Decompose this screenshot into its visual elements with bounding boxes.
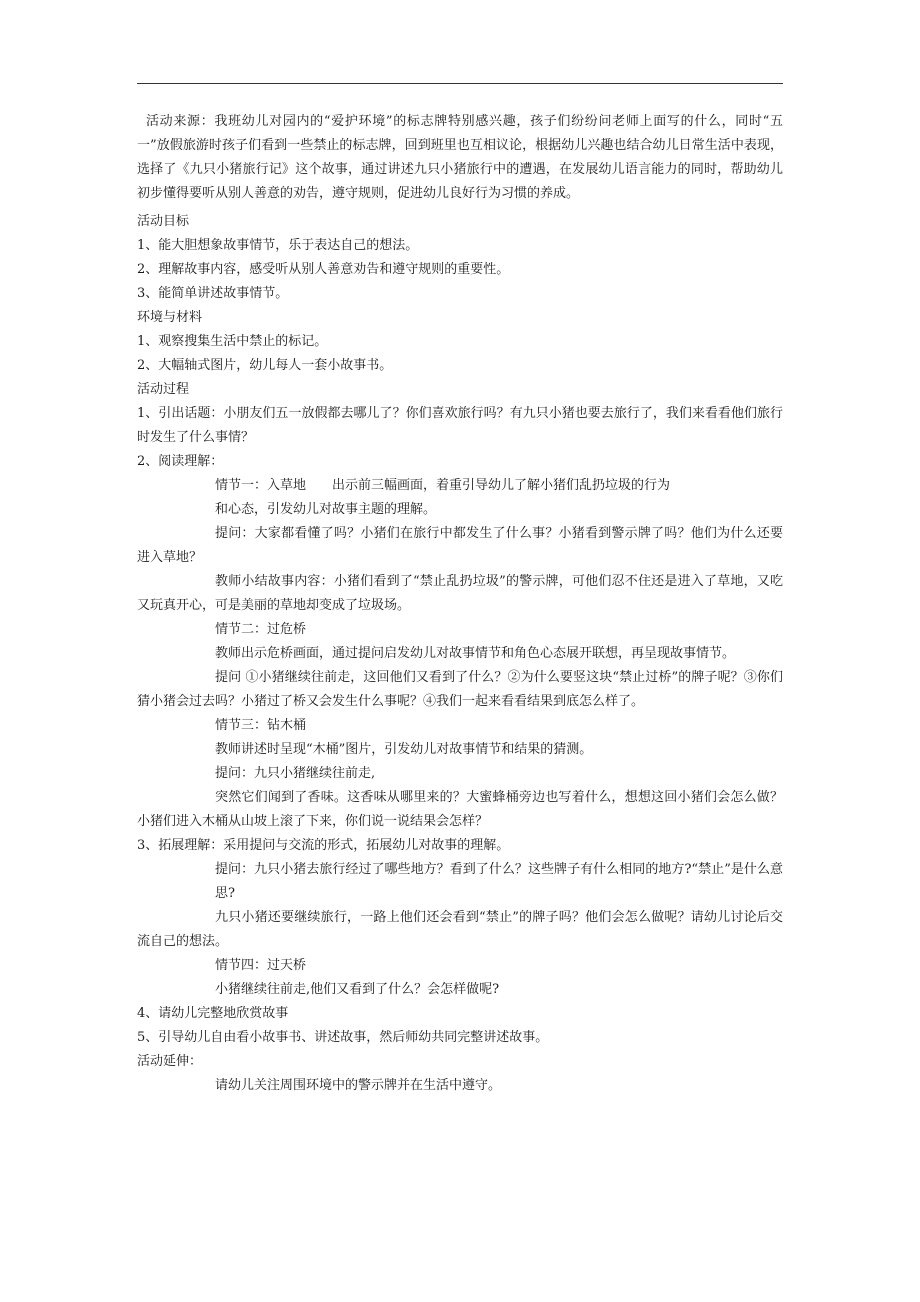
process-heading: 活动过程 [137,382,190,397]
plot-1-title: 情节一：入草地 出示前三幅画面，着重引导幼儿了解小猪们乱扔垃圾的行为 [215,478,671,493]
plot-3-description: 教师讲述时呈现“木桶”图片，引发幼儿对故事情节和结果的猜测。 [215,742,593,757]
plot-3-question: 提问：九只小猪继续往前走, [215,766,376,781]
process-step-3: 3、拓展理解：采用提问与交流的形式，拓展幼儿对故事的理解。 [137,838,510,853]
plot-4-title: 情节四：过天桥 [215,958,307,973]
materials-heading: 环境与材料 [137,310,203,325]
plot-2-title: 情节二：过危桥 [215,622,307,637]
plot-1-summary: 教师小结故事内容：小猪们看到了“禁止乱扔垃圾”的警示牌，可他们忍不住还是进入了草地，又吃又玩真开心，可是美丽的草地却变成了垃圾场。 [137,574,783,613]
goal-item: 2、理解故事内容，感受听从别人善意劝告和遵守规则的重要性。 [137,262,510,277]
goal-item: 1、能大胆想象故事情节，乐于表达自己的想法。 [137,238,419,253]
plot-1-question: 提问：大家都看懂了吗？小猪们在旅行中都发生了什么事？小猪看到警示牌了吗？他们为什么还要进入草地？ [137,526,783,565]
process-step-1: 1、引出话题：小朋友们五一放假都去哪儿了？你们喜欢旅行吗？有九只小猪也要去旅行了，我们来看看他们旅行时发生了什么事情？ [137,406,783,445]
extension-text: 请幼儿关注周围环境中的警示牌并在生活中遵守。 [215,1078,502,1093]
plot-3-title: 情节三：钻木桶 [215,718,307,733]
plot-2-description: 教师出示危桥画面，通过提问启发幼儿对故事情节和角色心态展开联想，再呈现故事情节。 [215,646,736,661]
plot-4-question: 小猪继续往前走,他们又看到了什么？会怎样做呢? [215,982,500,997]
process-step-5: 5、引导幼儿自由看小故事书、讲述故事，然后师幼共同完整讲述故事。 [137,1030,549,1045]
process-step-2: 2、阅读理解： [137,454,224,469]
material-item: 2、大幅轴式图片，幼儿每人一套小故事书。 [137,358,393,373]
document-body [137,110,783,1098]
extension-heading: 活动延伸： [137,1054,203,1069]
goal-item: 3、能简单讲述故事情节。 [137,286,289,301]
process-step-4: 4、请幼儿完整地欣赏故事 [137,1006,289,1021]
plot-2-question: 提问 ①小猪继续往前走，这回他们又看到了什么？②为什么要竖这块“禁止过桥”的牌子呢？③你们猜小猪会过去吗？小猪过了桥又会发生什么事呢？④我们一起来看看结果到底怎么样了。 [137,670,783,709]
plot-3-continuation: 突然它们闻到了香味。这香味从哪里来的？大蜜蜂桶旁边也写着什么，想想这回小猪们会怎么做？小猪们进入木桶从山坡上滚了下来，你们说一说结果会怎样？ [137,790,783,829]
header-rule [137,83,783,84]
intro-paragraph: 活动来源：我班幼儿对园内的“爱护环境”的标志牌特别感兴趣，孩子们纷纷问老师上面写的什么，同时“五一”放假旅游时孩子们看到一些禁止的标志牌，回到班里也互相议论，根据幼儿兴趣也结合幼儿日常生活中表现，选择了《九只小猪旅行记》这个故事，通过讲述九只小猪旅行中的遭遇，在发展幼儿语言能力的同时，帮助幼儿初步懂得要听从别人善意的劝告，遵守规则，促进幼儿良好行为习惯的养成。 [137,114,783,201]
material-item: 1、观察搜集生活中禁止的标记。 [137,334,328,349]
goals-heading: 活动目标 [137,214,190,229]
step-3-question: 提问：九只小猪去旅行经过了哪些地方？看到了什么？这些牌子有什么相同的地方?“禁止”是什么意思? [215,862,783,901]
step-3-continuation: 九只小猪还要继续旅行，一路上他们还会看到“禁止”的牌子吗？他们会怎么做呢？请幼儿讨论后交流自己的想法。 [137,910,783,949]
plot-1-continuation: 和心态，引发幼儿对故事主题的理解。 [215,502,437,517]
